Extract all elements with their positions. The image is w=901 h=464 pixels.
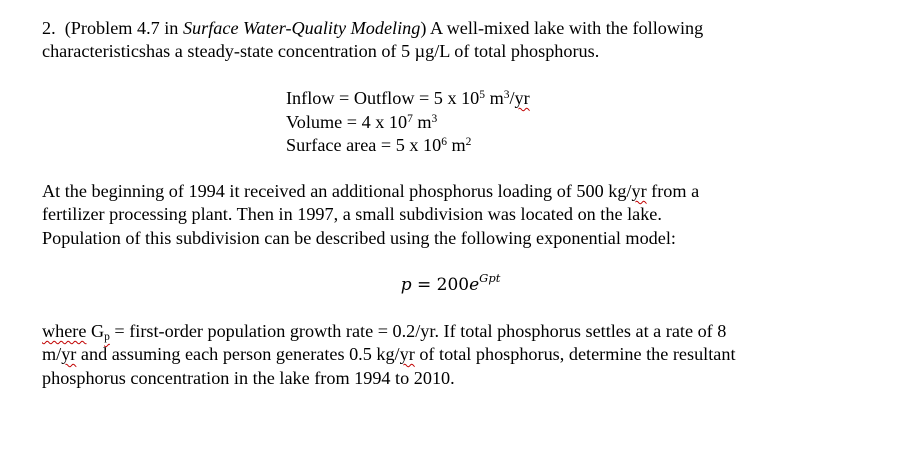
population-equation	[0, 272, 901, 298]
param-area-exp: 6	[441, 136, 447, 148]
equation-base: e	[469, 275, 480, 295]
para3-m: m/	[42, 344, 62, 364]
param-inflow-exp: 5	[479, 89, 486, 101]
para3-line-3: phosphorus concentration in the lake from 1994 to 2010.	[42, 368, 455, 388]
param-inflow-slash: /	[509, 88, 515, 108]
para3-g-sub: p	[104, 331, 110, 343]
para3-where: where	[42, 321, 87, 341]
param-volume-unit-exp: 3	[431, 113, 438, 125]
para2-text-1: At the beginning of 1994 it received an additional phosphorus loading of 500 kg/	[42, 181, 632, 201]
para2-yr: yr	[631, 181, 647, 201]
para2-line-2: fertilizer processing plant. Then in 1997, a small subdivision was located on the lake.	[42, 204, 662, 224]
reference-open: (Problem 4.7 in	[64, 18, 183, 38]
para3-text-2b: of total phosphorus, determine the resultant	[414, 344, 736, 364]
param-area-label: Surface area = 5 x 10	[286, 135, 442, 155]
param-inflow-time: yr	[514, 88, 530, 108]
param-inflow-unit-exp: 3	[503, 89, 510, 101]
para2-line-3: Population of this subdivision can be described using the following exponential model:	[42, 228, 676, 248]
param-area	[286, 134, 471, 156]
intro-line-1	[42, 17, 703, 39]
param-volume-label: Volume = 4 x 10	[286, 112, 408, 132]
equation-exponent: Gpt	[479, 271, 501, 285]
intro-text-2: has a steady-state concentration of 5 µg/L of total phosphorus.	[146, 41, 600, 61]
param-inflow-label: Inflow = Outflow = 5 x 10	[286, 88, 480, 108]
param-area-unit-exp: 2	[465, 136, 472, 148]
reference-close: )	[420, 18, 427, 38]
intro-text: A well-mixed lake with the following	[426, 18, 704, 38]
para3-line-2	[42, 343, 736, 365]
equation-lhs: p	[400, 275, 412, 295]
equation-rhs: = 200	[411, 275, 470, 295]
param-area-unit: m	[446, 135, 466, 155]
param-volume-unit: m	[412, 112, 432, 132]
param-volume	[286, 111, 437, 133]
intro-word: characteristics	[42, 41, 147, 61]
para3-text-2: and assuming each person generates 0.5 kg/	[76, 344, 400, 364]
para3-yr: yr	[61, 344, 77, 364]
param-volume-exp: 7	[407, 113, 413, 125]
param-inflow-unit: m	[485, 88, 504, 108]
para3-yr-2: yr	[399, 344, 415, 364]
param-inflow	[286, 87, 530, 109]
problem-number: 2.	[42, 18, 56, 38]
para3-line-1	[42, 320, 726, 342]
para3-g: G	[90, 321, 105, 341]
para2-line-1	[42, 180, 699, 202]
para3-text-1: = first-order population growth rate = 0.2/yr. If total phosphorus settles at a rate of 8	[109, 321, 727, 341]
para2-text-1b: from a	[646, 181, 700, 201]
book-title: Surface Water-Quality Modeling	[182, 18, 421, 38]
intro-line-2	[42, 40, 599, 62]
